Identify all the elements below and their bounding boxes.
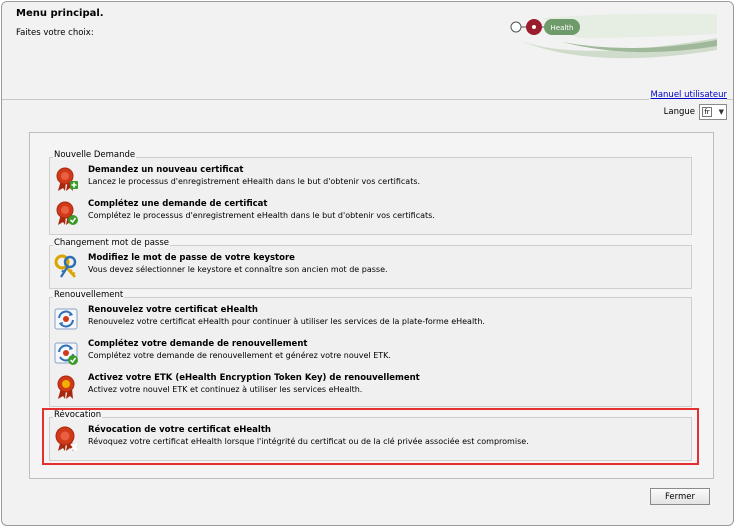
menu-item-description: Activez votre nouvel ETK et continuez à utiliser les services eHealth. — [88, 385, 363, 394]
menu-item-description: Lancez le processus d'enregistrement eHealth dans le but d'obtenir vos certificats. — [88, 177, 421, 186]
section-renewal — [49, 290, 692, 407]
close-button[interactable]: Fermer — [650, 488, 710, 505]
ehealth-logo — [502, 10, 717, 60]
section-revocation — [49, 410, 692, 461]
page-subtitle: Faites votre choix: — [16, 28, 94, 38]
menu-item-complete-certificate[interactable] — [50, 197, 691, 229]
language-flag-icon: fr — [702, 107, 712, 117]
menu-item-description: Révoquez votre certificat eHealth lorsque l'intégrité du certificat ou de la clé privée associée est compromise. — [88, 437, 529, 446]
certificate-renew-check-icon — [53, 340, 79, 366]
section-change-password — [49, 238, 692, 289]
menu-item-title: Demandez un nouveau certificat — [88, 165, 244, 175]
certificate-renew-icon — [53, 306, 79, 332]
page-title: Menu principal. — [16, 8, 104, 19]
keys-icon — [53, 254, 79, 280]
menu-item-description: Complétez votre demande de renouvellement et générez votre nouvel ETK. — [88, 351, 391, 360]
menu-item-title: Révocation de votre certificat eHealth — [88, 425, 271, 435]
certificate-revoke-icon — [53, 426, 79, 452]
section-label: Renouvellement — [54, 290, 124, 300]
menu-item-description: Complétez le processus d'enregistrement eHealth dans le but d'obtenir vos certificats. — [88, 211, 435, 220]
section-label: Nouvelle Demande — [54, 150, 136, 160]
menu-item-title: Complétez une demande de certificat — [88, 199, 268, 209]
menu-item-description: Vous devez sélectionner le keystore et connaître son ancien mot de passe. — [88, 265, 388, 274]
menu-item-change-keystore-password[interactable] — [50, 251, 691, 283]
language-label: Langue — [663, 107, 695, 117]
section-label: Changement mot de passe — [54, 238, 170, 248]
menu-panel — [29, 132, 714, 479]
certificate-add-icon — [53, 166, 79, 192]
menu-item-title: Activez votre ETK (eHealth Encryption Token Key) de renouvellement — [88, 373, 420, 383]
chevron-down-icon: ▼ — [718, 108, 724, 116]
language-selector-row — [664, 104, 727, 120]
main-menu-window — [1, 1, 734, 526]
menu-item-complete-renewal[interactable] — [50, 337, 691, 369]
header — [2, 2, 733, 100]
menu-item-renew-certificate[interactable] — [50, 303, 691, 335]
certificate-activate-icon — [53, 374, 79, 400]
menu-item-title: Modifiez le mot de passe de votre keystore — [88, 253, 295, 263]
menu-item-revoke-certificate[interactable] — [50, 423, 691, 455]
certificate-check-icon — [53, 200, 79, 226]
menu-item-new-certificate[interactable] — [50, 163, 691, 195]
language-select[interactable] — [699, 104, 727, 120]
section-new-request — [49, 150, 692, 235]
user-manual-link[interactable]: Manuel utilisateur — [650, 90, 727, 100]
logo-text: Health — [550, 24, 574, 32]
section-label: Révocation — [54, 410, 102, 420]
menu-item-title: Renouvelez votre certificat eHealth — [88, 305, 258, 315]
menu-item-activate-etk[interactable] — [50, 371, 691, 403]
menu-item-description: Renouvelez votre certificat eHealth pour continuer à utiliser les services de la plate-forme eHealth. — [88, 317, 485, 326]
menu-item-title: Complétez votre demande de renouvellement — [88, 339, 308, 349]
